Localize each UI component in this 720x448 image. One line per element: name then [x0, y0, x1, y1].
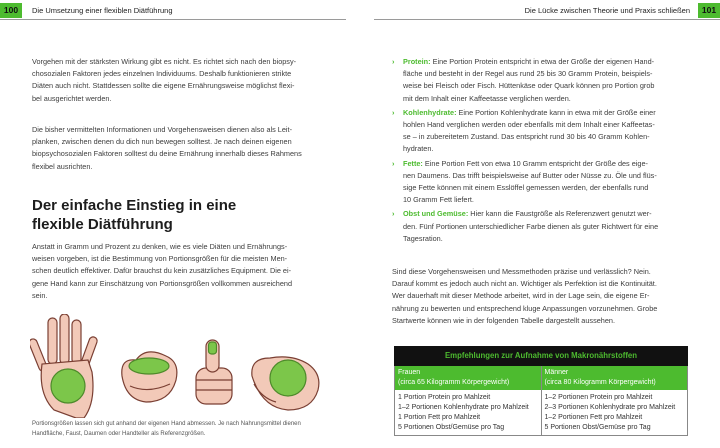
palm-hand-icon	[30, 314, 98, 418]
table-header-men: Männer (circa 80 Kilogramm Körpergewicht)	[542, 366, 688, 390]
list-item-carbohydrates: › Kohlenhydrate: Eine Portion Kohlenhydrate kann in etwa mit der Größe einer hohlen Hand verglichen werden oder ebenfalls mit dem Inhalt einer Kaffeetas- se – in zubereitetem Zustand. Das entspricht rund 30 bis 40 Gramm Kohlen- hydraten.	[392, 107, 656, 154]
header-rule-right	[374, 19, 720, 20]
list-item-protein: › Protein: Eine Portion Protein entspricht in etwa der Größe der eigenen Hand- fläche und besteht in der Regel aus rund 25 bis 30 Gramm Protein, beispiels- weise bei Fleisch oder Fisch. Hüttenkäse oder Quark können pro Portion grob mit dem Inhalt einer Kaffeetasse verglichen werden.	[392, 57, 655, 103]
header-rule-left	[0, 19, 346, 20]
intro-paragraph: Vorgehen mit der stärksten Wirkung gibt es nicht. Es richtet sich nach den biopsy- chosozialen Faktoren jedes einzelnen Individuums. Deshalb funktionieren strikte Diäten auch nicht. Stattdessen sollte die eigene Ernährungsweise möglichst flexi- bel ausgerichtet werden.	[32, 57, 297, 103]
table-header-women: Frauen (circa 65 Kilogramm Körpergewicht)	[395, 366, 541, 390]
guardrails-paragraph: Die bisher vermittelten Informationen und Vorgehensweisen dienen also als Leit- planken, zwischen denen du dich nun bewegen solltest. Je nach deinen eigenen biopsychosozialen Faktoren solltest du deine Ernährung innerhalb dieses Rahmens flexibel ausrichten.	[32, 125, 302, 171]
chevron-right-icon: ›	[392, 158, 395, 168]
table-cell: 1 Portion Protein pro Mahlzeit	[398, 394, 491, 401]
table-cell: 5 Portionen Obst/Gemüse pro Tag	[544, 424, 651, 431]
table-cell: 1–2 Portionen Fett pro Mahlzeit	[544, 414, 643, 421]
hand-portion-illustration	[30, 314, 330, 418]
table-cell: 1–2 Portionen Kohlenhydrate pro Mahlzeit	[398, 404, 529, 411]
chevron-right-icon: ›	[392, 57, 395, 66]
table-cell: 1–2 Portionen Protein pro Mahlzeit	[544, 394, 653, 401]
table-cell: 1 Portion Fett pro Mahlzeit	[398, 414, 481, 421]
figure-caption: Portionsgrößen lassen sich gut anhand der eigenen Hand abmessen. Je nach Nahrungsmittel dienen Handfläche, Faust, Daumen oder Handteller als Referenzgrößen.	[32, 421, 301, 437]
table-column-men	[542, 366, 689, 436]
term-fruit-vegetables: Obst und Gemüse:	[403, 209, 469, 219]
portion-paragraph: Anstatt in Gramm und Prozent zu denken, wie es viele Diäten und Ernährungs- weisen vorgeben, ist die Bestimmung von Portionsgrößen für die meisten Men- schen deutlich effektiver. Dafür brauchst du kein zusätzliches Equipment. Die ei- gene Hand kann zur Einschätzung von Portionsgrößen vollkommen ausreichend sein.	[32, 242, 293, 300]
section-heading: Der einfache Einstieg in eine flexible Diätführung	[32, 197, 237, 233]
macronutrient-list	[392, 56, 688, 247]
fist-hand-icon	[252, 357, 319, 410]
term-carbohydrates: Kohlenhydrate:	[403, 107, 457, 117]
table-cell: 2–3 Portionen Kohlenhydrate pro Mahlzeit	[544, 404, 676, 411]
list-item-fruit-vegetables: › Obst und Gemüse: Hier kann die Faustgröße als Referenzwert genutzt wer- den. Fünf Portionen unterschiedlicher Farbe dienen als guter Richtwert für eine Tagesration.	[392, 209, 659, 243]
chevron-right-icon: ›	[392, 107, 395, 117]
precision-paragraph: Sind diese Vorgehensweisen und Messmethoden präzise und verlässlich? Nein. Darauf kommt es jedoch auch nicht an. Wichtiger als Perfektion ist die Kontinuität. Wer dauerhaft mit dieser Methode arbeitet, wird in der Lage sein, die eigene Er- nährung zu bewerten und entsprechend kluge Anpassungen vorzunehmen. Grobe Startwerte können wie in der folgenden Tabelle dargestellt aussehen.	[392, 267, 658, 325]
running-head-right: Die Lücke zwischen Theorie und Praxis schließen	[524, 6, 690, 15]
page-number-right: 101	[698, 3, 720, 18]
macronutrient-table	[394, 346, 688, 436]
running-head-left: Die Umsetzung einer flexiblen Diätführung	[32, 6, 173, 15]
term-protein: Protein:	[403, 57, 431, 66]
table-cell: 5 Portionen Obst/Gemüse pro Tag	[398, 424, 505, 431]
table-title: Empfehlungen zur Aufnahme von Makronährstoffen	[394, 346, 688, 366]
table-column-women	[394, 366, 542, 436]
thumb-hand-icon	[196, 340, 232, 404]
cupped-hand-icon	[122, 352, 177, 402]
list-item-fats: › Fette: Eine Portion Fett von etwa 10 Gramm entspricht der Größe des eige- nen Daumens. Das trifft beispielsweise auf Butter oder Nüsse zu. Öle und flüs- sige Fette können mit einem Esslöffel gemessen werden, der ebenfalls rund 10 Gramm Fett liefert.	[392, 158, 657, 205]
chevron-right-icon: ›	[392, 209, 395, 219]
term-fats: Fette:	[403, 158, 423, 168]
page-number-left: 100	[0, 3, 22, 18]
